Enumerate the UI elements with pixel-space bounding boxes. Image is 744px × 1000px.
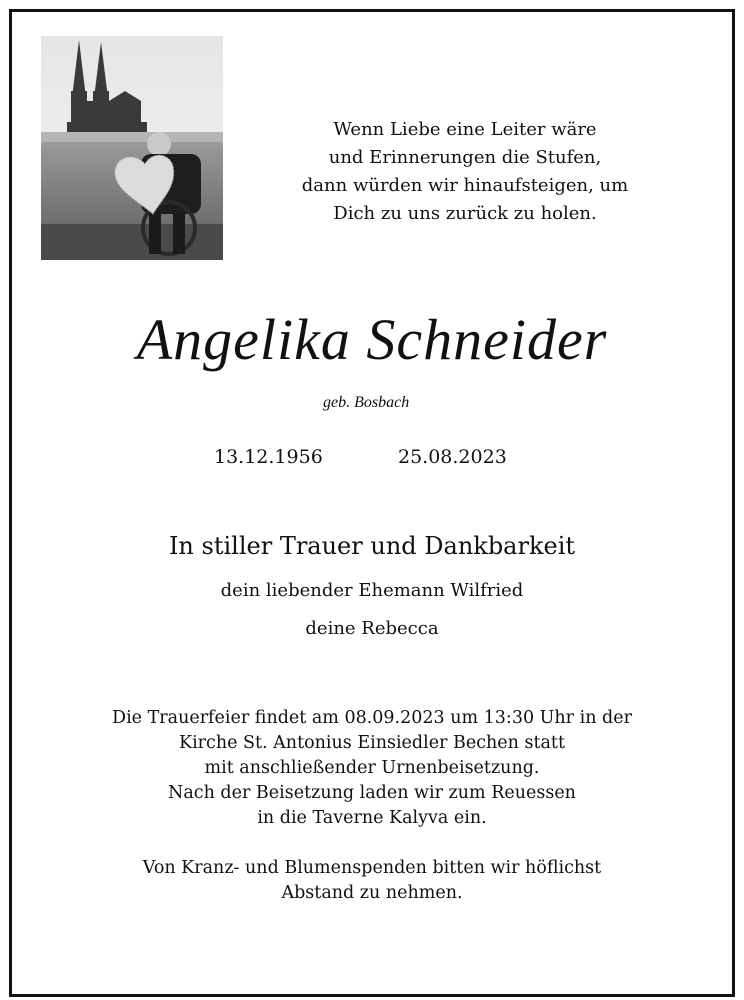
ceremony-line: Die Trauerfeier findet am 08.09.2023 um 13:30 Uhr in der xyxy=(112,708,632,728)
poem-line: Wenn Liebe eine Leiter wäre xyxy=(333,119,597,140)
poem xyxy=(300,116,630,228)
poem-line: dann würden wir hinaufsteigen, um xyxy=(301,175,629,196)
memorial-photo xyxy=(41,36,223,260)
flower-request xyxy=(0,856,744,906)
poem-line: Dich zu uns zurück zu holen. xyxy=(333,203,597,224)
ceremony-line: in die Taverne Kalyva ein. xyxy=(257,808,487,828)
headline: In stiller Trauer und Dankbarkeit xyxy=(168,532,576,560)
maiden-name: geb. Bosbach xyxy=(323,394,410,411)
deceased-name: Angelika Schneider xyxy=(136,307,608,372)
ceremony-line: Nach der Beisetzung laden wir zum Reuessen xyxy=(168,783,576,803)
birth-date: 13.12.1956 xyxy=(214,446,323,468)
ceremony-line: mit anschließender Urnenbeisetzung. xyxy=(204,758,540,778)
poem-line: und Erinnerungen die Stufen, xyxy=(328,147,602,168)
ceremony-info xyxy=(0,706,744,831)
mourner: deine Rebecca xyxy=(305,618,439,639)
request-line: Von Kranz- und Blumenspenden bitten wir höflichst xyxy=(142,858,602,878)
request-line: Abstand zu nehmen. xyxy=(281,883,463,903)
ceremony-line: Kirche St. Antonius Einsiedler Bechen statt xyxy=(179,733,565,753)
death-date: 25.08.2023 xyxy=(398,446,507,468)
mourner: dein liebender Ehemann Wilfried xyxy=(220,580,524,601)
